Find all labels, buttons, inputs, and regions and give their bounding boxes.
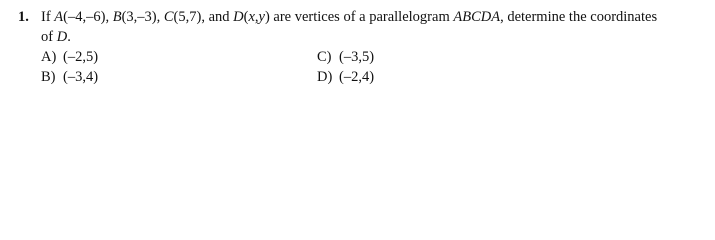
option-value: (–2,5) (63, 49, 99, 65)
point-d-label: D (233, 9, 244, 25)
question-text-line-2 (41, 29, 71, 46)
question-number: 1. (18, 9, 29, 25)
variable-x: x (248, 9, 255, 25)
text-segment: (–4,–6), (63, 9, 113, 25)
text-segment: (5,7), and (173, 9, 234, 25)
option-a[interactable] (41, 49, 98, 66)
parallelogram-label: ABCDA (453, 9, 501, 25)
text-segment: . (67, 29, 71, 45)
option-letter: C) (317, 49, 332, 65)
option-b[interactable] (41, 69, 98, 86)
text-segment: , determine the coordinates (500, 9, 658, 25)
point-c-label: C (163, 9, 174, 25)
option-value: (–3,4) (63, 69, 99, 85)
option-letter: D) (317, 69, 333, 85)
option-value: (–2,4) (339, 69, 375, 85)
text-segment: ) are vertices of a parallelogram (264, 9, 454, 25)
variable-y: y (258, 9, 265, 25)
option-d[interactable] (317, 69, 374, 86)
text-segment: If (41, 9, 55, 25)
text-segment: , (254, 9, 259, 25)
point-a-label: A (54, 9, 64, 25)
question-text-line-1 (41, 9, 657, 26)
option-value: (–3,5) (339, 49, 375, 65)
option-letter: B) (41, 69, 56, 85)
option-c[interactable] (317, 49, 374, 66)
text-segment: (3,–3), (121, 9, 164, 25)
point-d-label: D (56, 29, 68, 45)
question-block (0, 0, 715, 99)
option-letter: A) (41, 49, 57, 65)
text-segment: of (41, 29, 57, 45)
text-segment: ( (243, 9, 249, 25)
point-b-label: B (112, 9, 122, 25)
